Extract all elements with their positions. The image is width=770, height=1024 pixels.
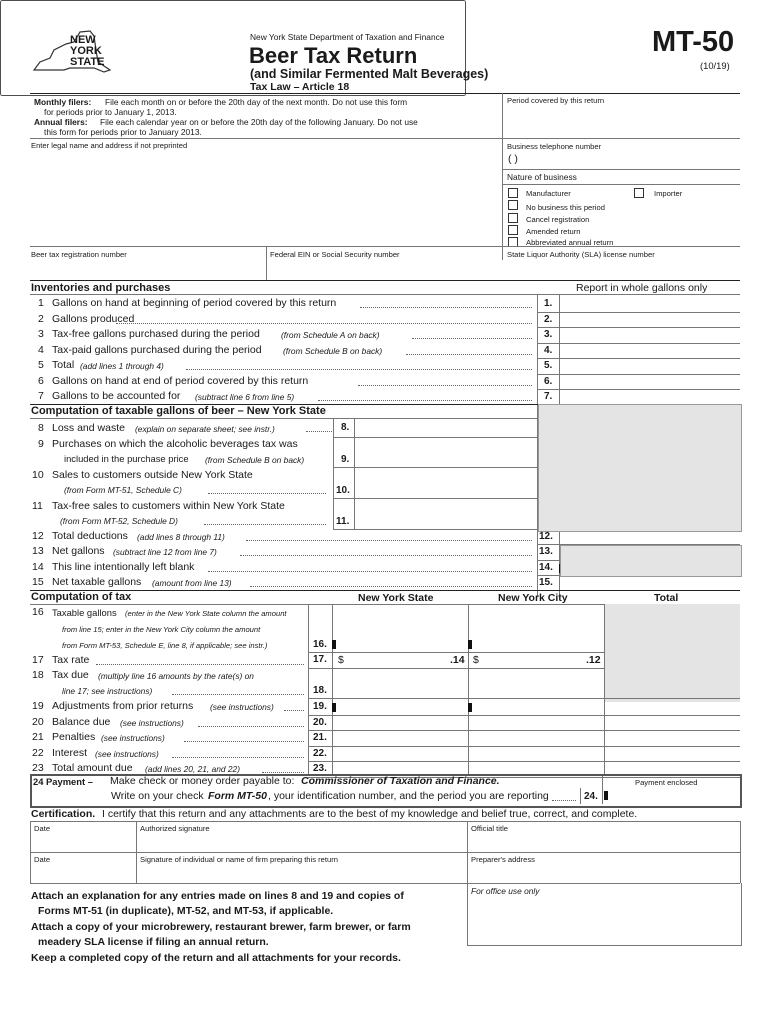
line-21-box: 21. <box>313 732 327 743</box>
line-24-box: 24. <box>584 791 598 802</box>
nature-of-business-label: Nature of business <box>507 172 577 182</box>
line-21-text: Penalties <box>52 731 96 743</box>
manufacturer-checkbox[interactable] <box>508 188 518 198</box>
line-4-note: (from Schedule B on back) <box>283 345 383 356</box>
line-5-input[interactable] <box>564 360 736 373</box>
line-19-number: 19 <box>32 700 44 712</box>
line-4-text: Tax-paid gallons purchased during the period <box>52 343 262 356</box>
line-20-note: (see instructions) <box>120 717 184 728</box>
line-7-text: Gallons to be accounted for <box>52 390 181 402</box>
importer-checkbox[interactable] <box>634 188 644 198</box>
line-10-input[interactable] <box>358 483 536 497</box>
line-20-total-input[interactable] <box>610 717 736 730</box>
cert-date-label: Date <box>34 824 51 833</box>
line-13-number: 13 <box>32 545 44 558</box>
line-10-box: 10. <box>336 485 350 496</box>
ein-label: Federal EIN or Social Security number <box>270 250 400 259</box>
abbreviated-annual-label: Abbreviated annual return <box>526 238 614 247</box>
line-8-text: Loss and waste <box>52 422 125 434</box>
line-19-text: Adjustments from prior returns <box>52 700 194 712</box>
line-9-number: 9 <box>38 438 44 450</box>
line-4-box: 4. <box>544 344 553 356</box>
line-19-nys-input[interactable] <box>340 701 464 714</box>
line-9-text-1: Purchases on which the alcoholic beverages tax was <box>52 438 298 450</box>
line-8-note: (explain on separate sheet; see instr.) <box>135 424 275 434</box>
line-15-text: Net taxable gallons <box>52 575 142 588</box>
line-22-number: 22 <box>32 746 44 759</box>
rate-nys-value: .14 <box>450 654 465 666</box>
form-title: Beer Tax Return <box>249 43 418 68</box>
line-19-note: (see instructions) <box>210 702 274 712</box>
line-10-text: Sales to customers outside New York State <box>52 469 253 481</box>
line-16-number: 16 <box>32 606 44 618</box>
line-22-nyc-input[interactable] <box>476 748 600 761</box>
line-18-nys-input[interactable] <box>340 684 464 697</box>
line-18-note-1: (multiply line 16 amounts by the rate(s) on <box>98 671 254 681</box>
line-14-number: 14 <box>32 560 44 573</box>
line-13-note: (subtract line 12 from line 7) <box>113 547 217 558</box>
period-covered-input[interactable] <box>510 112 735 132</box>
footer-line-4: meadery SLA license if filing an annual return. <box>38 936 269 948</box>
rate-nys-symbol: $ <box>338 654 344 666</box>
line-22-note: (see instructions) <box>95 748 159 759</box>
line-4-input[interactable] <box>564 345 736 358</box>
inventories-heading: Inventories and purchases <box>31 282 171 294</box>
state-logo-line-3: STATE <box>70 56 105 68</box>
line-7-box: 7. <box>544 391 553 402</box>
rate-nyc-value: .12 <box>586 654 601 666</box>
sla-license-input[interactable] <box>510 262 735 276</box>
line-17-box: 17. <box>313 654 327 665</box>
computation-gallons-heading: Computation of taxable gallons of beer – New York State <box>31 405 326 417</box>
line-23-box: 23. <box>313 763 327 774</box>
line-16-note-1: (enter in the New York State column the amount <box>125 609 287 618</box>
line-1-input[interactable] <box>564 298 736 311</box>
monthly-filers-text-2: for periods prior to January 1, 2013. <box>44 107 177 117</box>
preparer-address-input[interactable] <box>471 866 736 880</box>
line-2-number: 2 <box>38 312 44 325</box>
line-18-number: 18 <box>32 669 44 681</box>
line-6-text: Gallons on hand at end of period covered by this return <box>52 374 309 387</box>
line-5-text: Total <box>52 359 75 371</box>
certification-label: Certification. <box>31 808 96 820</box>
line-9-box: 9. <box>341 454 350 465</box>
cancel-registration-label: Cancel registration <box>526 215 590 224</box>
amended-return-checkbox[interactable] <box>508 225 518 235</box>
phone-parens: ( ) <box>508 153 518 165</box>
line-24-marker <box>604 791 608 800</box>
preparer-signature-input[interactable] <box>140 866 462 880</box>
monthly-filers-label: Monthly filers: <box>34 97 92 107</box>
line-23-note: (add lines 20, 21, and 22) <box>145 764 240 774</box>
line-13-box: 13. <box>539 546 553 558</box>
line-14-box: 14. <box>539 561 553 573</box>
line-19-box: 19. <box>313 701 327 712</box>
line-21-nys-input[interactable] <box>340 732 464 745</box>
line-4-number: 4 <box>38 343 44 356</box>
annual-filers-label: Annual filers: <box>34 117 88 127</box>
line-21-total-input[interactable] <box>610 732 736 745</box>
payment-text-1: Make check or money order payable to: <box>110 775 295 787</box>
line-22-nys-input[interactable] <box>340 748 464 761</box>
amended-return-label: Amended return <box>526 227 581 236</box>
line-20-box: 20. <box>313 716 327 728</box>
line-17-number: 17 <box>32 654 44 666</box>
registration-number-label: Beer tax registration number <box>31 250 127 259</box>
form-revision: (10/19) <box>700 60 730 71</box>
line-9-input[interactable] <box>358 452 536 466</box>
line-16-nys-input[interactable] <box>340 638 464 651</box>
line-15-number: 15 <box>32 575 44 588</box>
phone-input[interactable] <box>560 154 730 168</box>
footer-line-1: Attach an explanation for any entries made on lines 8 and 19 and copies of <box>31 890 404 902</box>
preparer-date-input[interactable] <box>34 866 132 880</box>
line-7-number: 7 <box>38 390 44 402</box>
line-11-text: Tax-free sales to customers within New York State <box>52 500 285 512</box>
payment-label: 24 Payment – <box>33 776 93 787</box>
line-2-input[interactable] <box>564 314 736 327</box>
footer-line-2: Forms MT-51 (in duplicate), MT-52, and MT-53, if applicable. <box>38 905 334 917</box>
line-5-box: 5. <box>544 360 553 371</box>
line-6-input[interactable] <box>564 376 736 389</box>
cancel-registration-checkbox[interactable] <box>508 213 518 223</box>
state-logo-line-1: NEW <box>70 34 96 46</box>
line-20-nyc-input[interactable] <box>476 717 600 730</box>
line-5-note: (add lines 1 through 4) <box>80 361 164 371</box>
line-15-input[interactable] <box>564 577 736 590</box>
payment-text-2a: Write on your check <box>111 790 204 802</box>
sla-license-label: State Liquor Authority (SLA) license number <box>507 250 655 259</box>
line-15-note: (amount from line 13) <box>152 577 232 588</box>
computation-tax-heading: Computation of tax <box>31 591 132 603</box>
line-8-number: 8 <box>38 422 44 434</box>
importer-label: Importer <box>654 189 683 198</box>
form-subtitle: (and Similar Fermented Malt Beverages) <box>250 67 489 81</box>
line-8-input[interactable] <box>358 420 536 436</box>
footer-line-5: Keep a completed copy of the return and all attachments for your records. <box>31 952 401 964</box>
registration-number-input[interactable] <box>34 262 259 276</box>
annual-filers-text-1: File each calendar year on or before the 20th day of the following January. Do not use <box>100 117 418 127</box>
form-id: MT-50 <box>652 26 735 58</box>
line-1-number: 1 <box>38 297 44 309</box>
line-3-note: (from Schedule A on back) <box>281 330 380 340</box>
line-19-nyc-input[interactable] <box>476 701 600 714</box>
line-3-input[interactable] <box>564 329 736 342</box>
line-16-text: Taxable gallons <box>52 607 117 618</box>
legal-name-label: Enter legal name and address if not preprinted <box>31 141 188 150</box>
payment-form-ref: Form MT-50 <box>208 790 267 802</box>
line-13-text: Net gallons <box>52 545 105 558</box>
line-12-number: 12 <box>32 530 44 542</box>
line-17-text: Tax rate <box>52 654 90 666</box>
shaded-area-right <box>538 404 742 532</box>
total-column-shade <box>605 604 740 702</box>
line-12-note: (add lines 8 through 11) <box>137 532 225 542</box>
annual-filers-text-2: this form for periods prior to January 2013. <box>44 127 202 137</box>
line-16-note-2: from line 15; enter in the New York City column the amount <box>62 625 261 634</box>
line-21-nyc-input[interactable] <box>476 732 600 745</box>
official-title-label: Official title <box>471 824 508 833</box>
line-19-nyc-marker <box>468 703 472 712</box>
payment-enclosed-input[interactable] <box>610 789 734 802</box>
state-logo-line-2: YORK <box>70 45 102 57</box>
payment-payee: Commissioner of Taxation and Finance. <box>301 775 500 787</box>
line-21-number: 21 <box>32 731 44 743</box>
line-19-total-input[interactable] <box>610 701 736 714</box>
nature-of-business-input[interactable] <box>590 172 735 184</box>
line-20-text: Balance due <box>52 715 111 728</box>
certification-text: I certify that this return and any attachments are to the best of my knowledge and belief true, correct, and complete. <box>102 808 638 820</box>
line-22-box: 22. <box>313 747 327 759</box>
no-business-checkbox[interactable] <box>508 200 518 210</box>
line-23-text: Total amount due <box>52 762 133 774</box>
line-6-number: 6 <box>38 374 44 387</box>
line-15-box: 15. <box>539 576 553 588</box>
line-16-nys-marker <box>332 640 336 649</box>
line-10-number: 10 <box>32 469 44 481</box>
line-16-nyc-marker <box>468 640 472 649</box>
payment-text-2b: , your identification number, and the period you are reporting <box>268 790 549 802</box>
line-5-number: 5 <box>38 359 44 371</box>
line-18-text: Tax due <box>52 669 89 681</box>
column-new-york-state: New York State <box>358 592 434 604</box>
line-9-note: (from Schedule B on back) <box>205 455 305 465</box>
line-11-number: 11 <box>32 500 43 512</box>
line-2-text: Gallons produced <box>52 312 135 325</box>
line-22-total-input[interactable] <box>610 748 736 761</box>
preparer-address-label: Preparer's address <box>471 855 535 864</box>
line-16-note-3: from Form MT-53, Schedule E, line 8, if applicable; see instr.) <box>62 641 268 650</box>
line-12-box: 12. <box>539 531 553 542</box>
payment-enclosed-label: Payment enclosed <box>635 778 698 787</box>
line-14-shade <box>560 545 742 577</box>
line-7-input[interactable] <box>564 391 736 404</box>
line-1-text: Gallons on hand at beginning of period covered by this return <box>52 297 337 309</box>
monthly-filers-text-1: File each month on or before the 20th day of the next month. Do not use this form <box>105 97 408 107</box>
line-12-input[interactable] <box>564 531 736 544</box>
office-use-label: For office use only <box>471 886 540 896</box>
line-1-box: 1. <box>544 298 553 309</box>
line-11-input[interactable] <box>358 514 536 528</box>
line-22-text: Interest <box>52 746 88 759</box>
agency-name: New York State Department of Taxation and Finance <box>250 32 445 42</box>
column-total: Total <box>654 592 679 604</box>
authorized-signature-label: Authorized signature <box>140 824 210 833</box>
line-2-box: 2. <box>544 313 553 325</box>
line-12-text: Total deductions <box>52 530 128 542</box>
preparer-date-label: Date <box>34 855 51 864</box>
line-11-note: (from Form MT-52, Schedule D) <box>60 516 178 526</box>
line-23-number: 23 <box>32 762 44 774</box>
line-6-box: 6. <box>544 375 553 387</box>
line-3-box: 3. <box>544 329 553 340</box>
line-11-box: 11. <box>336 516 350 527</box>
authorized-signature-input[interactable] <box>140 835 462 849</box>
footer-line-3: Attach a copy of your microbrewery, restaurant brewer, farm brewer, or farm <box>31 921 411 933</box>
line-21-note: (see instructions) <box>101 733 165 743</box>
line-18-box: 18. <box>313 685 327 696</box>
report-note: Report in whole gallons only <box>576 282 708 294</box>
manufacturer-label: Manufacturer <box>526 189 571 198</box>
line-16-nyc-input[interactable] <box>476 638 600 651</box>
line-19-nys-marker <box>332 703 336 712</box>
preparer-signature-label: Signature of individual or name of firm preparing this return <box>140 855 338 864</box>
tax-law: Tax Law – Article 18 <box>250 81 350 93</box>
phone-label: Business telephone number <box>507 142 602 151</box>
line-7-note: (subtract line 6 from line 5) <box>195 392 295 402</box>
no-business-label: No business this period <box>526 203 605 212</box>
line-8-box: 8. <box>341 422 350 433</box>
line-14-text: This line intentionally left blank <box>52 560 195 573</box>
line-10-note: (from Form MT-51, Schedule C) <box>64 485 182 495</box>
line-20-nys-input[interactable] <box>340 717 464 730</box>
cert-date-input[interactable] <box>34 835 132 849</box>
period-covered-label: Period covered by this return <box>507 96 605 105</box>
line-18-nyc-input[interactable] <box>476 684 600 697</box>
line-18-note-2: line 17; see instructions) <box>62 686 153 696</box>
line-3-number: 3 <box>38 328 44 340</box>
line-9-text-2: included in the purchase price <box>64 453 189 464</box>
line-16-box: 16. <box>313 639 327 650</box>
column-new-york-city: New York City <box>498 592 568 604</box>
ein-input[interactable] <box>272 262 497 276</box>
line-20-number: 20 <box>32 715 44 728</box>
rate-nyc-symbol: $ <box>473 654 479 666</box>
line-3-text: Tax-free gallons purchased during the period <box>52 328 260 340</box>
official-title-input[interactable] <box>471 835 736 849</box>
